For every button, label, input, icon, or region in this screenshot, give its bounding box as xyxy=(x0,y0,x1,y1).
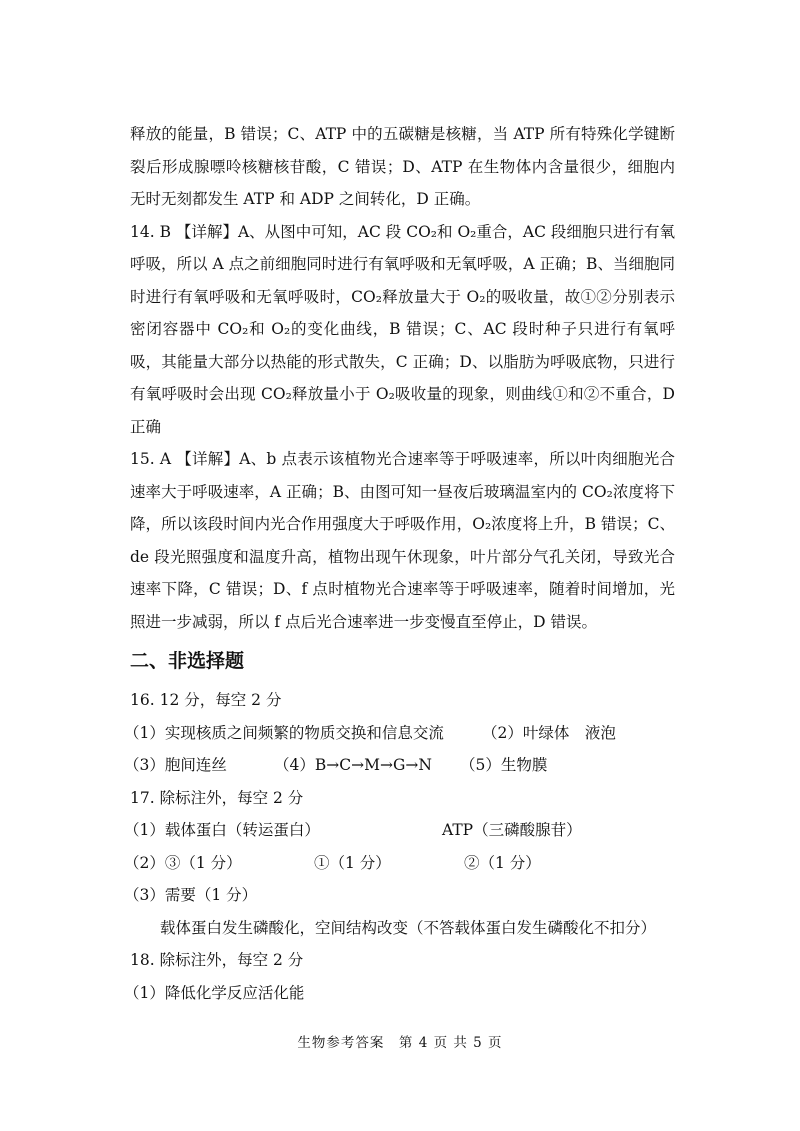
q16-answer-4: （4）B→C→M→G→N xyxy=(274,756,432,774)
q17-answer-2: ATP（三磷酸腺苷） xyxy=(442,821,582,839)
q17-header: 17. 除标注外，每空 2 分 xyxy=(130,788,304,807)
q18-header: 18. 除标注外，每空 2 分 xyxy=(130,951,304,969)
q16-answer-1: （1）实现核质之间频繁的物质交换和信息交流 xyxy=(124,723,444,742)
q16-row-2 xyxy=(124,749,675,782)
q18-answer-1: （1）降低化学反应活化能 xyxy=(124,983,305,1002)
q16-header: 16. 12 分，每空 2 分 xyxy=(130,691,282,709)
q17-answer-3: （2）③（1 分） xyxy=(124,853,242,872)
paragraph-q14: 14. B 【详解】A、从图中可知，AC 段 CO₂和 O₂重合，AC 段细胞只进行有氧呼吸，所以 A 点之前细胞同时进行有氧呼吸和无氧呼吸，A 正确；B、当细胞同时进行有氧呼吸和无氧呼吸时，CO₂释放量大于 O₂的吸收量，故①②分别表示密闭容器中 CO₂和 O₂的变化曲线，B 错误；C、AC 段时种子只进行有氧呼吸，其能量大部分以热能的形式散失，C 正确；D、以脂肪为呼吸底物，只进行有氧呼吸时会出现 CO₂释放量小于 O₂吸收量的现象，则曲线①和②不重合，D 正确 xyxy=(130,222,675,436)
q17-answer-1: （1）载体蛋白（转运蛋白） xyxy=(124,821,320,839)
q17-answer-7: 载体蛋白发生磷酸化，空间结构改变（不答载体蛋白发生磷酸化不扣分） xyxy=(160,918,657,937)
q16-row-1 xyxy=(124,717,675,750)
page-footer: 生物参考答案 第 4 页 共 5 页 xyxy=(297,1035,503,1051)
q16-answer-3: （3）胞间连丝 xyxy=(124,756,227,774)
q17-answer-6: （3）需要（1 分） xyxy=(124,886,258,904)
section-heading: 二、非选择题 xyxy=(130,650,245,672)
q17-row-1 xyxy=(124,814,675,847)
q16-answer-5: （5）生物膜 xyxy=(460,756,548,774)
q17-answer-5: ②（1 分） xyxy=(464,853,541,872)
paragraph-q13-continued: 释放的能量，B 错误；C、ATP 中的五碳糖是核糖，当 ATP 所有特殊化学键断裂后形成腺嘌呤核糖核苷酸，C 错误；D、ATP 在生物体内含量很少，细胞内无时无刻都发生 ATP 和 ADP 之间转化，D 正确。 xyxy=(130,125,675,208)
q17-answer-4: ①（1 分） xyxy=(314,853,391,872)
paragraph-q15: 15. A 【详解】A、b 点表示该植物光合速率等于呼吸速率，所以叶肉细胞光合速率大于呼吸速率，A 正确；B、由图可知一昼夜后玻璃温室内的 CO₂浓度将下降，所以该段时间内光合作用强度大于呼吸作用，O₂浓度将上升，B 错误；C、de 段光照强度和温度升高，植物出现午休现象，叶片部分气孔关闭，导致光合速率下降，C 错误；D、f 点时植物光合速率等于呼吸速率，随着时间增加，光照进一步减弱，所以 f 点后光合速率进一步变慢直至停止，D 错误。 xyxy=(130,450,675,631)
q16-answer-2: （2）叶绿体 液泡 xyxy=(482,723,616,742)
answer-content xyxy=(124,118,675,1009)
q17-row-2 xyxy=(124,847,675,880)
